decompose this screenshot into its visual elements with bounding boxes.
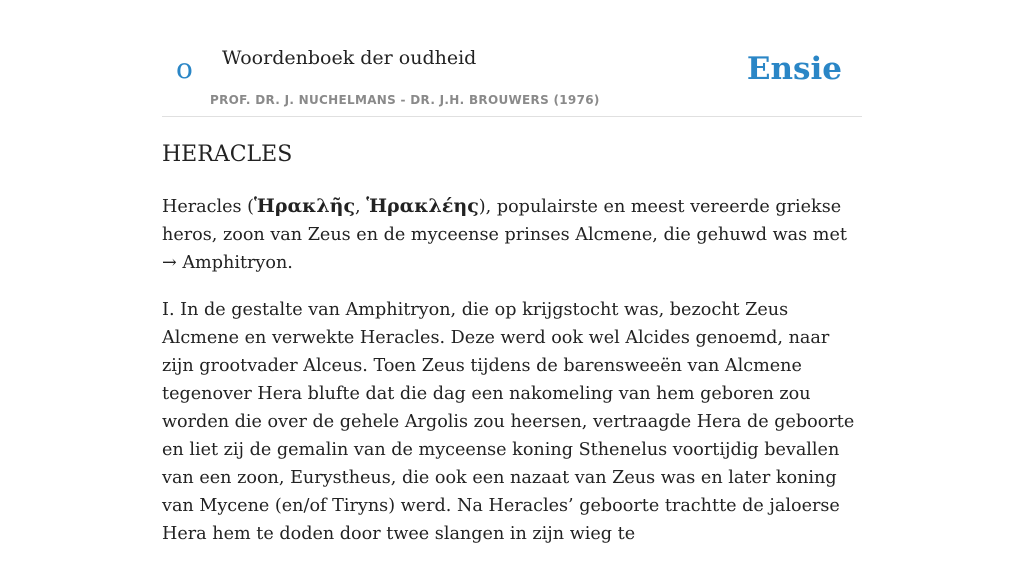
page [162, 0, 862, 544]
entry-body [162, 192, 862, 567]
greek-name-2: Ἡρακλέης [366, 195, 479, 217]
entry-paragraph-2: I. In de gestalte van Amphitryon, die op krijgstocht was, bezocht Zeus Alcmene en verwekte Heracles. Deze werd ook wel Alcides genoemd, naar zijn grootvader Alceus. Toen Zeus tijdens de barensweeën van Alcmene tegenover Hera blufte dat die dag een nakomeling van hem geboren zou worden die over de gehele Argolis zou heersen, vertraagde Hera de geboorte en liet zij de gemalin van de myceense koning Sthenelus voortijdig bevallen van een zoon, Eurystheus, die ook een nazaat van Zeus was en later koning van Mycene (en/of Tiryns) werd. Na Heracles’ geboorte trachtte de jaloerse Hera hem te doden door twee slangen in zijn wieg te [162, 300, 855, 544]
book-authors: PROF. DR. J. NUCHELMANS - DR. J.H. BROUWERS (1976) [210, 93, 600, 107]
para1-pre: Heracles ( [162, 197, 255, 217]
book-title[interactable]: Woordenboek der oudheid [222, 47, 477, 69]
para1-mid: ), populairste en meest vereerde griekse heros, zoon van Zeus en de myceense prinses Alcmene, die gehuwd was met [162, 197, 847, 245]
entry-paragraph-1 [162, 192, 862, 277]
ensie-logo-link[interactable]: Ensie [746, 51, 842, 87]
index-letter[interactable]: o [176, 52, 193, 85]
entry-header [162, 0, 862, 117]
amphitryon-link-label: Amphitryon [182, 253, 288, 273]
headword: HERACLES [162, 142, 293, 167]
para1-post: . [287, 253, 293, 273]
arrow-right-icon: → [162, 253, 177, 273]
greek-name-1: Ἡρακλῆς [254, 195, 356, 217]
amphitryon-link[interactable] [162, 253, 287, 273]
para1-sep: , [355, 197, 367, 217]
